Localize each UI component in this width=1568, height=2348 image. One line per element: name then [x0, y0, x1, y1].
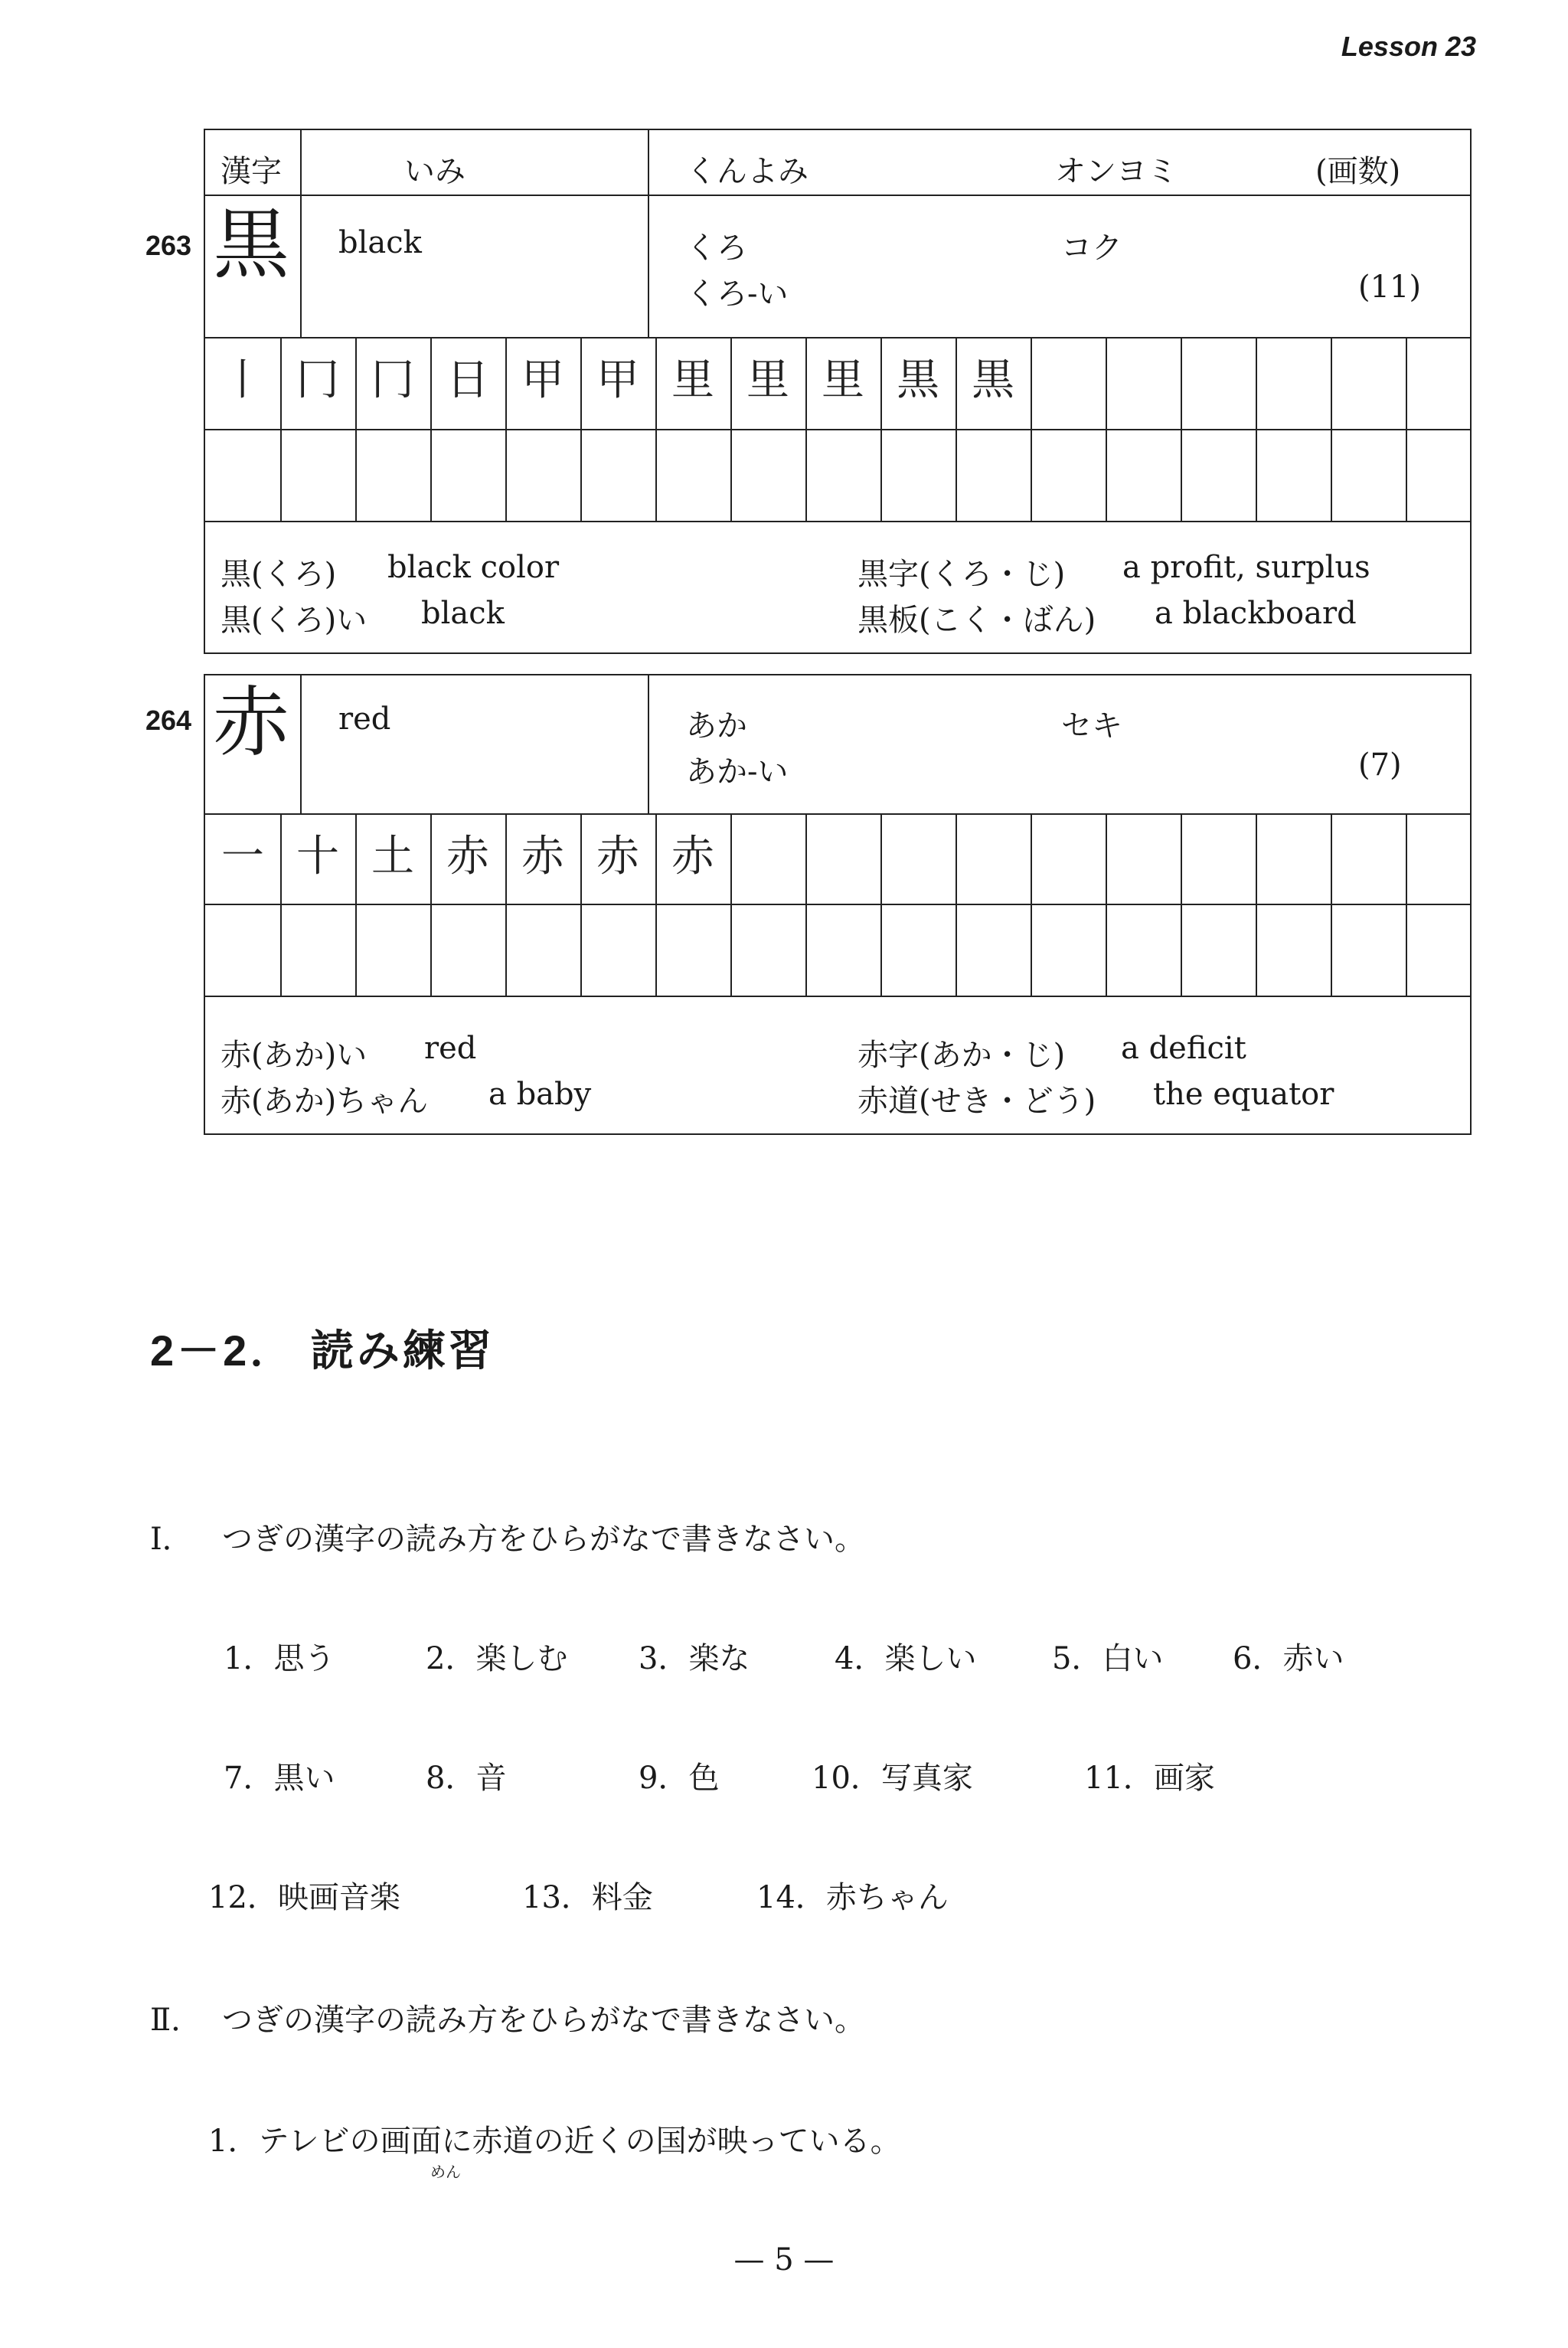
stroke-step: 赤 [521, 832, 564, 881]
stroke-step: 里 [671, 355, 714, 405]
onyomi: セキ [1061, 708, 1122, 744]
kunyomi-1: あか [686, 708, 747, 744]
stroke-step: 黒 [897, 355, 939, 405]
kanji-table-264 [204, 674, 1472, 1135]
question-item: 5．白い [1052, 1641, 1164, 1676]
example-meaning: red [424, 1031, 477, 1066]
question-item: 13．料金 [522, 1880, 653, 1915]
question-item: 4．楽しい [835, 1641, 977, 1676]
question-item: 11．画家 [1084, 1761, 1215, 1796]
part2-instruction: つぎの漢字の読み方をひらがなで書きなさい。 [222, 2003, 865, 2038]
stroke-step: 赤 [671, 832, 714, 881]
example-word: 黒(くろ)い [220, 603, 368, 638]
kunyomi-1: くろ [686, 231, 747, 266]
example-word: 黒(くろ) [220, 557, 337, 592]
question-item: 12．映画音楽 [208, 1880, 400, 1915]
entry-number: 264 [145, 705, 192, 736]
stroke-step: 冂 [371, 355, 414, 405]
kanji-glyph: 赤 [213, 678, 289, 767]
example-word: 赤(あか)い [220, 1038, 368, 1073]
stroke-step: 土 [371, 832, 414, 881]
example-word: 赤(あか)ちゃん [220, 1084, 429, 1119]
kanji-glyph: 黒 [213, 200, 289, 289]
stroke-step: 丨 [221, 355, 264, 405]
onyomi: コク [1061, 231, 1122, 266]
example-meaning: a profit, surplus [1122, 550, 1370, 585]
part2-label: Ⅱ． [150, 2003, 202, 2038]
meaning: black [338, 225, 422, 260]
entry-number: 263 [145, 230, 192, 261]
stroke-step: 赤 [596, 832, 639, 881]
question-item: 8．音 [426, 1761, 507, 1796]
col-kunyomi: くんよみ [686, 154, 808, 189]
example-word: 赤字(あか・じ) [858, 1038, 1066, 1073]
example-meaning: black [421, 596, 505, 631]
stroke-step: 甲 [521, 355, 564, 405]
part1-instruction: つぎの漢字の読み方をひらがなで書きなさい。 [222, 1522, 865, 1557]
stroke-step: 冂 [296, 355, 339, 405]
kunyomi-2: あか-い [686, 754, 789, 790]
stroke-count: (7) [1358, 747, 1402, 783]
question-item: 7．黒い [224, 1761, 335, 1796]
kunyomi-2: くろ-い [686, 276, 789, 312]
stroke-step: 里 [822, 355, 864, 405]
stroke-order-row [205, 815, 1470, 904]
question-item: 9．色 [639, 1761, 720, 1796]
example-word: 赤道(せき・どう) [858, 1084, 1096, 1119]
stroke-step: 一 [221, 832, 264, 881]
part1-label: Ⅰ． [150, 1522, 193, 1557]
col-kanji: 漢字 [220, 154, 282, 189]
col-meaning: いみ [404, 154, 466, 189]
example-word: 黒字(くろ・じ) [858, 557, 1066, 592]
furigana: めん [430, 2163, 461, 2181]
stroke-step: 甲 [596, 355, 639, 405]
stroke-count: (11) [1358, 270, 1422, 305]
question-item: 6．赤い [1233, 1641, 1344, 1676]
question-item: 3．楽な [639, 1641, 750, 1676]
stroke-step: 黒 [972, 355, 1014, 405]
stroke-step: 十 [296, 832, 339, 881]
section-title: 2－2． 読み練習 [150, 1326, 495, 1375]
example-meaning: black color [387, 550, 560, 585]
col-onyomi: オンヨミ [1055, 154, 1178, 189]
question-item: 10．写真家 [812, 1761, 973, 1796]
example-meaning: the equator [1153, 1077, 1334, 1112]
stroke-step: 日 [446, 355, 489, 405]
question-item: 14．赤ちゃん [756, 1880, 949, 1915]
example-meaning: a blackboard [1155, 596, 1357, 631]
stroke-order-row [205, 338, 1470, 429]
question-item: 2．楽しむ [426, 1641, 568, 1676]
lesson-header: Lesson 23 [1341, 31, 1476, 62]
kanji-table-263 [204, 129, 1472, 654]
example-meaning: a baby [488, 1077, 592, 1112]
stroke-step: 赤 [446, 832, 489, 881]
part2-sentence: 1．テレビの画面に赤道の近くの国が映っている。 [208, 2124, 901, 2159]
stroke-step: 里 [746, 355, 789, 405]
question-item: 1．思う [224, 1641, 335, 1676]
page-number: — 5 — [733, 2242, 835, 2278]
meaning: red [338, 701, 391, 737]
example-word: 黒板(こく・ばん) [858, 603, 1096, 638]
example-meaning: a deficit [1121, 1031, 1246, 1066]
col-strokes: (画数) [1315, 154, 1401, 189]
